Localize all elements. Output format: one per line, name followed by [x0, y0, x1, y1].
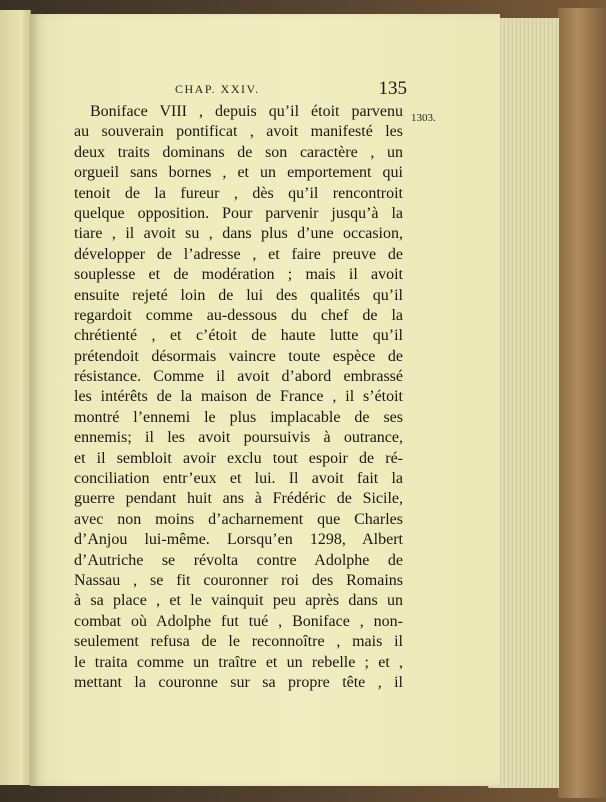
text-line: regardoit comme au-dessous du chef de la [74, 306, 403, 324]
text-line: conciliation entr’eux et lui. Il avoit fait la [74, 470, 403, 488]
text-line: souplesse et de modération ; mais il avoit [74, 266, 403, 284]
text-line: Boniface VIII , depuis qu’il étoit parvenu [90, 103, 403, 120]
text-line: mettant la couronne sur sa propre tête , il [74, 673, 403, 691]
margin-note-year: 1303. [411, 112, 436, 124]
page-number: 135 [378, 78, 407, 99]
text-line: tenoit de la fureur , dès qu’il rencontroit [74, 184, 403, 202]
text-line: seulement refusa de le reconnoître , mais il [74, 633, 403, 651]
text-line: deux traits dominans de son caractère , un [74, 143, 403, 161]
text-line: ensuite rejeté loin de lui des qualités qu’il [74, 286, 403, 304]
previous-page-edge [0, 10, 31, 785]
text-line: au souverain pontificat , avoit manifesté les [74, 123, 403, 141]
text-line: d’Autriche se révolta contre Adolphe de [74, 551, 403, 569]
page-header [175, 78, 407, 102]
text-line: d’Anjou lui-même. Lorsqu’en 1298, Albert [74, 531, 403, 549]
text-line: chrétienté , et c’étoit de haute lutte qu’il [74, 327, 403, 345]
text-line: Nassau , se fit couronner roi des Romains [74, 571, 403, 589]
text-line: ennemis; il les avoit poursuivis à outrance, [74, 429, 403, 447]
body-text [74, 102, 403, 693]
book-board [558, 8, 606, 798]
text-line: orgueil sans bornes , et un emportement qui [74, 164, 403, 182]
text-line: guerre pendant huit ans à Frédéric de Sicile, [74, 490, 403, 508]
text-line: à sa place , et le vainquit peu après dans un [74, 592, 403, 610]
text-line: et il sembloit avoir exclu tout espoir de ré- [74, 449, 403, 467]
text-line: résistance. Comme il avoit d’abord embrassé [74, 368, 403, 386]
running-head: CHAP. XXIV. [175, 82, 260, 96]
text-line: développer de l’adresse , et faire preuve de [74, 245, 403, 263]
text-line: quelque opposition. Pour parvenir jusqu’à la [74, 204, 403, 222]
text-line: montré l’ennemi le plus implacable de ses [74, 408, 403, 426]
text-line: combat où Adolphe fut tué , Boniface , non- [74, 612, 403, 630]
text-line: avec non moins d’acharnement que Charles [74, 510, 403, 528]
text-line: tiare , il avoit su , dans plus d’une occasion, [74, 225, 403, 243]
text-line: prétendoit désormais vaincre toute espèce de [74, 347, 403, 365]
text-line: le traita comme un traître et un rebelle ; et , [74, 653, 403, 671]
text-line: les intérêts de la maison de France , il s’étoit [74, 388, 403, 406]
